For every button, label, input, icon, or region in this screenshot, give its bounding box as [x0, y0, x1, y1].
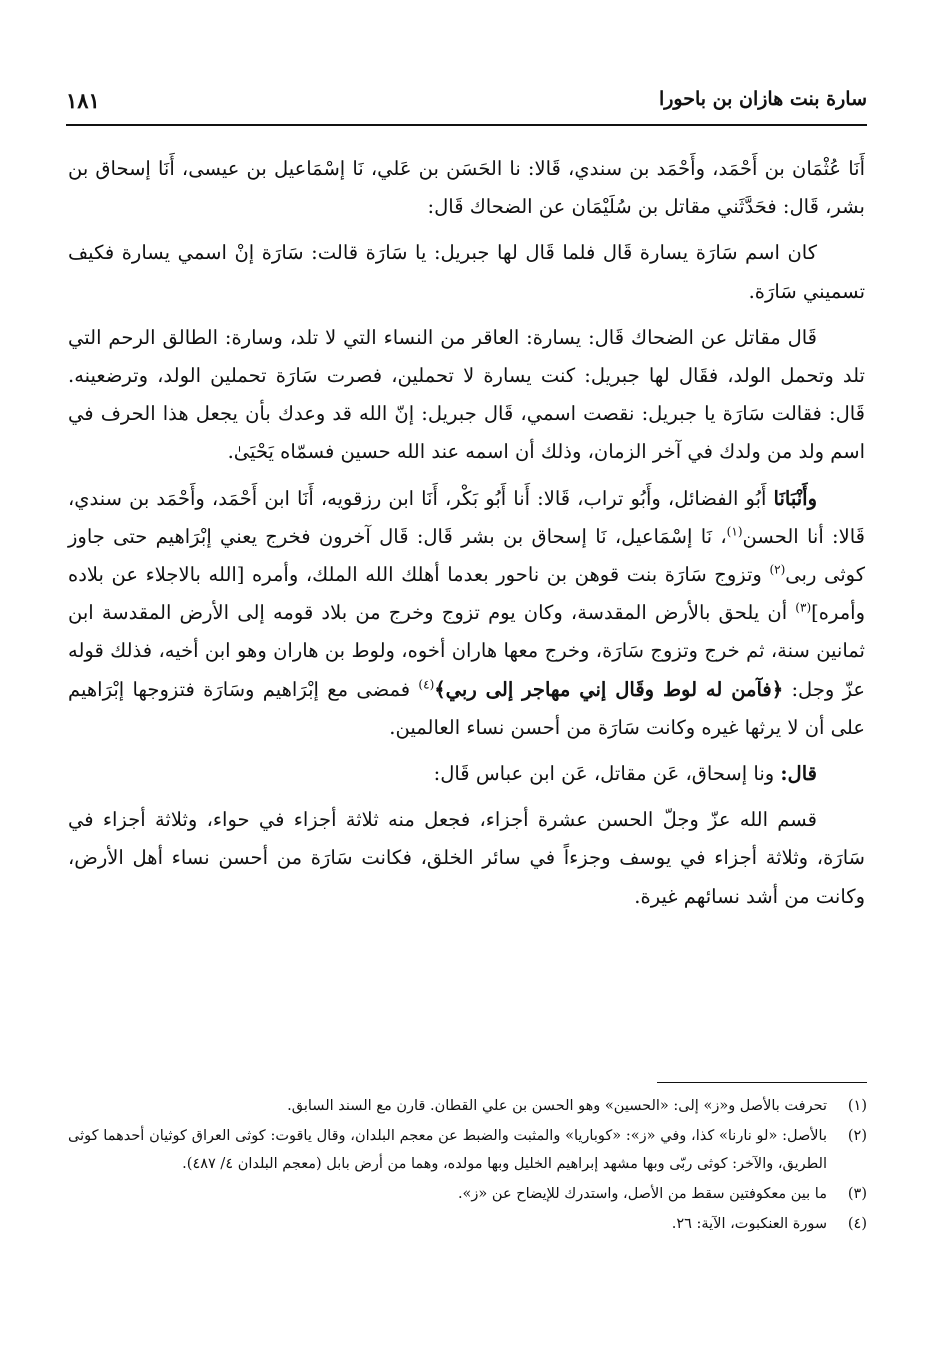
- footnote-rule: [657, 1082, 867, 1083]
- footnote-number: (٢): [847, 1128, 867, 1144]
- footnote-ref-2[interactable]: (٢): [769, 562, 786, 577]
- main-text: [68, 150, 865, 924]
- paragraph-4-part-e: فمضى مع إبْرَاهيم وسَارَة فتزوجها إبْرَاهيم على أن لا يرثها غيره وكانت سَارَة من أحسن نساء العالمين.: [68, 677, 865, 739]
- footnote-text: سورة العنكبوت، الآية: ٢٦.: [671, 1216, 827, 1232]
- footnote-ref-3[interactable]: (٣): [795, 600, 812, 615]
- footnote-ref-4[interactable]: (٤): [418, 677, 435, 692]
- paragraph-6: قسم الله عزّ وجلّ الحسن عشرة أجزاء، فجعل منه ثلاثة أجزاء في حواء، وثلاثة أجزاء في سَارَة، وثلاثة أجزاء في يوسف وجزءاً في سائر الخلق، فكانت سَارَة من أحسن نساء أهل الأرض، وكانت من أشد نسائهم غيرة.: [68, 808, 865, 908]
- footnote-1: [68, 1092, 867, 1120]
- footnote-number: (٤): [847, 1216, 867, 1232]
- footnote-text: بالأصل: «لو نارنا» كذا، وفي «ز»: «كوباريا» والمثبت والضبط عن معجم البلدان، وقال ياقوت: كوثى العراق كوثيان أحدهما كوثى الطريق، والآخر: كوثى ربّى وبها مشهد إبراهيم الخليل وبها مولده، وهما من أرض بابل (معجم البلدان ٤/ ٤٨٧).: [68, 1128, 827, 1172]
- page-header: [66, 88, 867, 122]
- paragraph-2: كان اسم سَارَة يسارة قَال فلما قَال لها جبريل: يا سَارَة قالت: سَارَة إنْ اسمي يسارة فكيف تسميني سَارَة.: [68, 241, 865, 303]
- paragraph-4-lead: وأَنْبَانَا: [773, 486, 817, 510]
- running-title: سارة بنت هازان بن باحورا: [658, 88, 867, 110]
- paragraph-4: [68, 480, 865, 747]
- footnote-number: (٣): [847, 1186, 867, 1202]
- footnote-ref-1[interactable]: (١): [726, 524, 743, 539]
- footnote-4: [68, 1210, 867, 1238]
- paragraph-4-part-c: وتزوج سَارَة بنت قوهن بن ناحور بعدما أهلك الله الملك، وأمره [الله بالاجلاء عن بلاده وأمره]: [68, 563, 865, 625]
- footnotes: [68, 1092, 867, 1240]
- paragraph-5-lead: قال:: [780, 762, 817, 786]
- quran-verse: ﴿فآمن له لوط وقَال إني مهاجر إلى ربي﴾: [434, 677, 784, 701]
- paragraph-3: قَال مقاتل عن الضحاك قَال: يسارة: العاقر من النساء التي لا تلد، وسارة: الطالق الرحم التي تلد وتحمل الولد، فقَال لها جبريل: كنت يسارة لا تحملين، فصرت سَارَة تحملين الولد، وترضعينه. قَال: فقالت سَارَة يا جبريل: نقصت اسمي، قَال جبريل: إنّ الله قد وعدك بأن يجعل هذا الحرف في اسم ولد من ولدك في آخر الزمان، وذلك أن اسمه عند الله حسين فسمّاه يَحْيَىٰ.: [68, 325, 865, 464]
- footnote-number: (١): [847, 1098, 867, 1114]
- paragraph-5-text: ونا إسحاق، عَن مقاتل، عَن ابن عباس قَال:: [433, 762, 781, 786]
- footnote-2: [68, 1122, 867, 1178]
- paragraph-4-part-a: أَبُو الفضائل، وأَبُو تراب، قَالا: أَنا أَبُو بَكْر، أَنَا ابن رزقويه، أَنَا ابن أَحْمَد، وأَحْمَد بن سندي، قَالا: أنا الحسن: [68, 486, 865, 548]
- footnote-3: [68, 1180, 867, 1208]
- paragraph-5: [68, 755, 865, 793]
- header-rule: [66, 124, 867, 126]
- footnote-text: تحرفت بالأصل و«ز» إلى: «الحسين» وهو الحسن بن علي القطان. قارن مع السند السابق.: [287, 1098, 827, 1114]
- paragraph-1: أَنَا عُثْمَان بن أَحْمَد، وأَحْمَد بن سندي، قَالا: نا الحَسَن بن عَلي، نَا إسْمَاعيل بن عيسى، أَنَا إسحاق بن بشر، قَال: فحَدَّثَني مقاتل بن سُلَيْمَان عن الضحاك قَال:: [68, 157, 865, 219]
- paragraph-4-part-d: أن يلحق بالأرض المقدسة، وكان يوم تزوج وخرج من بلاد قومه إلى الأرض المقدسة ابن ثمانين سنة، ثم خرج وتزوج سَارَة، وخرج معها هاران أخوه، ولوط بن هاران وهو ابن أخيه، فذلك قوله عزّ وجل:: [68, 601, 865, 701]
- page-number: ١٨١: [66, 88, 100, 113]
- footnote-text: ما بين معكوفتين سقط من الأصل، واستدرك للإيضاح عن «ز».: [457, 1186, 827, 1202]
- paragraph-4-part-b: ، نَا إسْمَاعيل، نَا إسحاق بن بشر قَال: قَال آخرون فخرج يعني إبْرَاهيم حتى جاوز كوثى ربى: [68, 524, 865, 587]
